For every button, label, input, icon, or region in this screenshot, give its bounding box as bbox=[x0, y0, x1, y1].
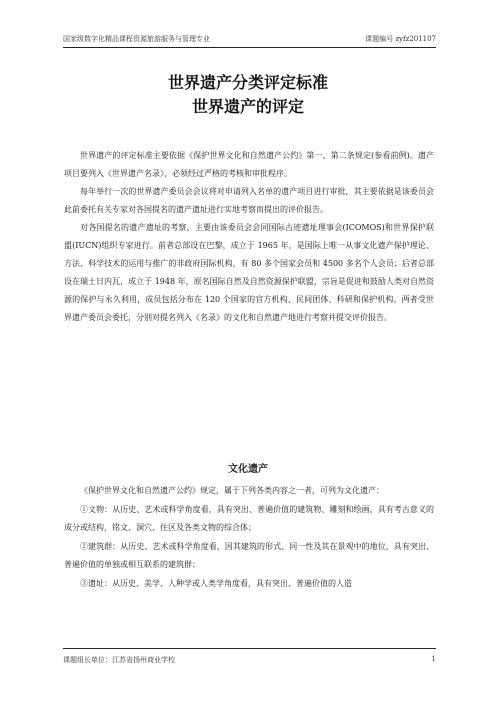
list-item: ③遗址：从历史、美学、人种学或人类学角度看，具有突出、普遍价值的人造 bbox=[80, 578, 352, 588]
section-heading: 文化遗产 bbox=[228, 464, 268, 475]
document-title: 世界遗产分类评定标准 bbox=[167, 73, 328, 92]
page-header bbox=[63, 31, 436, 48]
header-project-name: 国家级数字化精品课程资源旅游服务与管理专业 bbox=[63, 35, 210, 43]
list-item: ①文物：从历史、艺术或科学角度看，具有突出、普遍价值的建筑物、雕刻和绘画，具有考古意义的成分或结构，铭文、洞穴、住区及各类文物的综合体； bbox=[64, 504, 434, 532]
header-project-code: 课题编号 zyfz201107 bbox=[365, 35, 436, 43]
list-item: ②建筑群：从历史、艺术或科学角度看，因其建筑的形式、同一性及其在景观中的地位，具有突出、普遍价值的单独或相互联系的建筑群； bbox=[64, 541, 434, 569]
paragraph: 《保护世界文化和自然遗产公约》规定，属于下列各类内容之一者，可列为文化遗产： bbox=[80, 486, 384, 495]
page-footer bbox=[63, 648, 436, 663]
page-number: 1 bbox=[431, 655, 436, 663]
section-body bbox=[64, 482, 434, 593]
document-subtitle: 世界遗产的评定 bbox=[191, 97, 304, 116]
paragraph: 对各国提名的遗产遗址的考察，主要由该委员会会同国际古迹遗址理事会(ICOMOS)和世界保护联盟(IUCN)组织专家进行。前者总部设在巴黎，成立于 1965 年，是国际上唯一从事文化遗产保护理论、方法、科学技术的运用与推广的非政府国际机构，有 80 多个国家会员和 4500 多名个人会员；后者总部设在瑞士日内瓦，成立于 1948 年，原名国际自然及自然资源保护联盟，宗旨是促进和鼓励人类对自然资源的保护与永久利用，成员包括分布在 120 个国家的官方机构、民间团体、科研和保护机构。两者受世界遗产委员会委托，分别对提名列入《名录》的文化和自然遗产地进行考察并提交评价报告。 bbox=[64, 223, 434, 322]
paragraph: 世界遗产的评定标准主要依据《保护世界文化和自然遗产公约》第一、第二条规定(参看前例)。遗产项目要列入《世界遗产名录》，必须经过严格的考核和审批程序。 bbox=[64, 151, 434, 178]
footer-organization: 课题组长单位：江苏省扬州商业学校 bbox=[63, 656, 175, 664]
paragraph: 每年举行一次的世界遗产委员会会议将对申请列入名单的遗产项目进行审批，其主要依据是该委员会此前委托有关专家对各国提名的遗产遗址进行实地考察而提出的评价报告。 bbox=[64, 187, 434, 214]
intro-body bbox=[64, 147, 434, 327]
